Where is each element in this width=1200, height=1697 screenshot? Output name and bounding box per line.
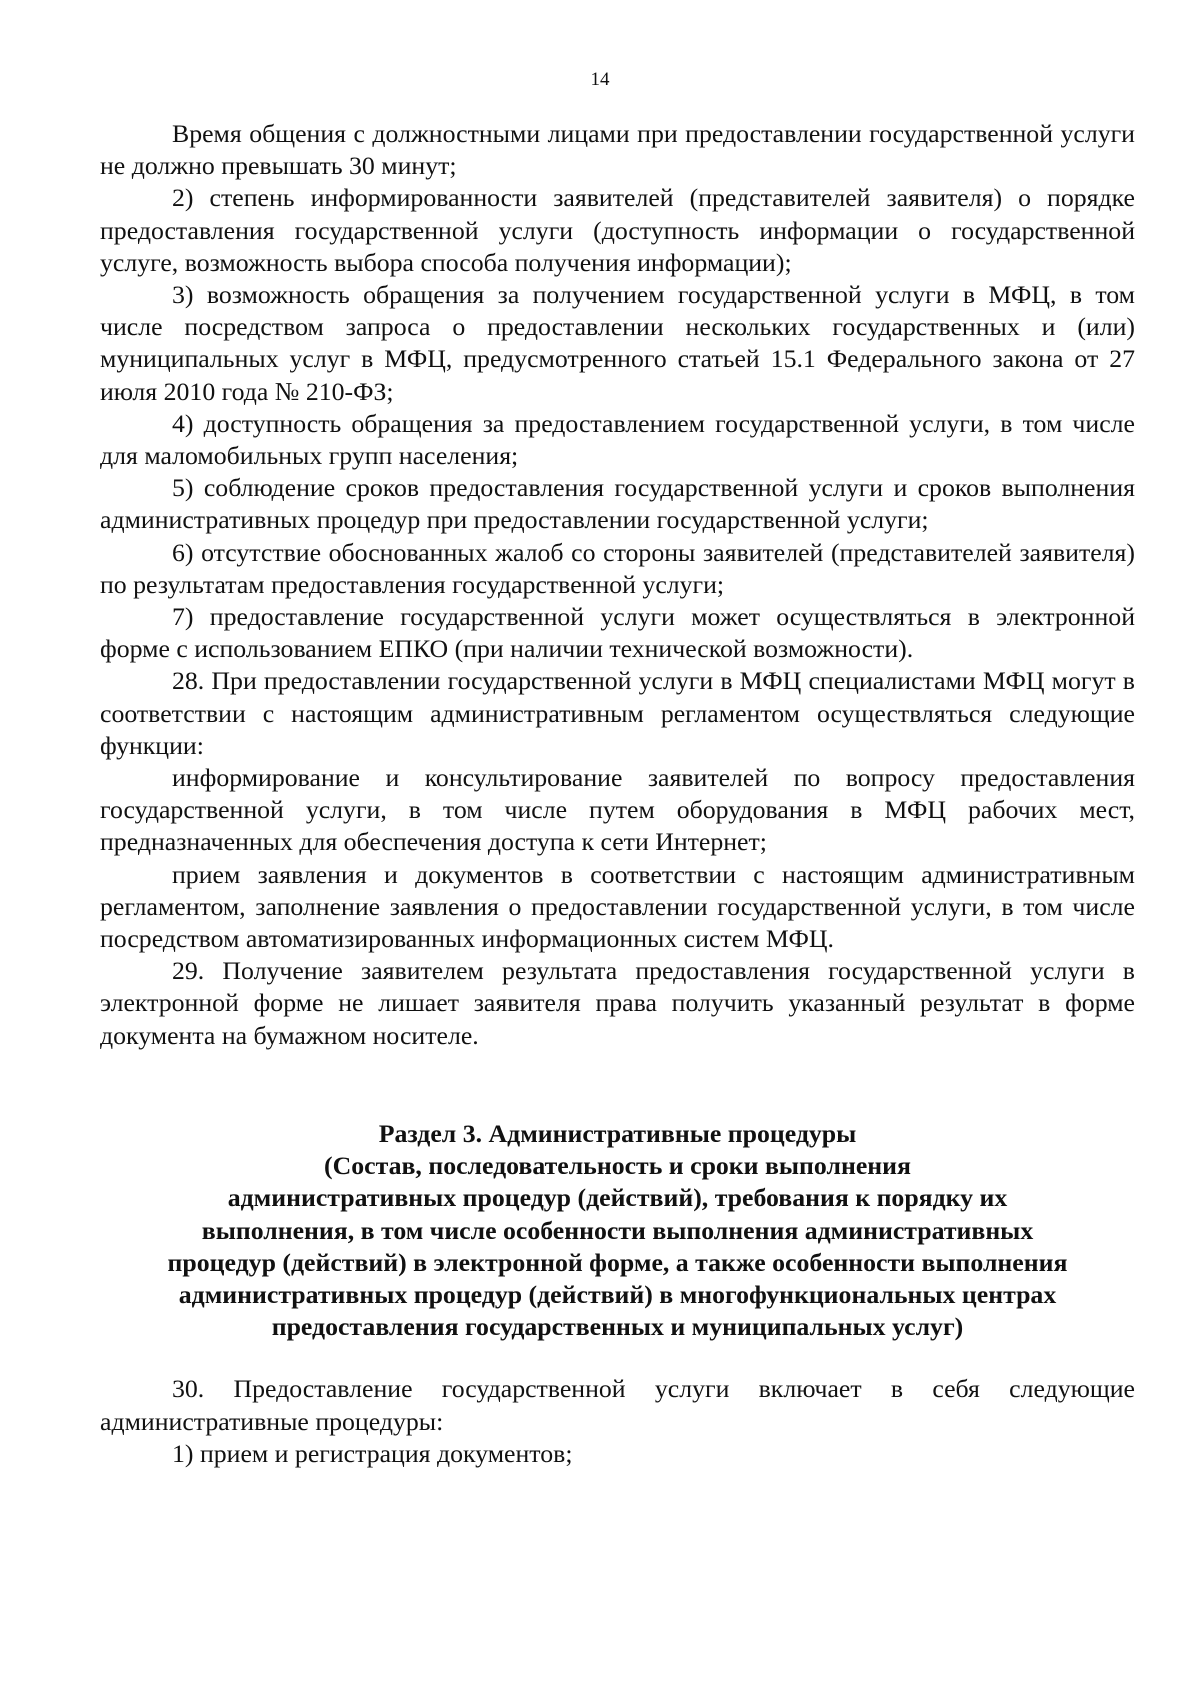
paragraph-29: 29. Получение заявителем результата предоставления государственной услуги в электронной форме не лишает заявителя права получить указанный результат в форме документа на бумажном носителе. [100,956,1135,1050]
paragraph-item-6: 6) отсутствие обоснованных жалоб со стороны заявителей (представителей заявителя) по результатам предоставления государственной услуги; [100,537,1135,599]
page-number: 14 [590,69,610,90]
section-heading-line: предоставления государственных и муниципальных услуг) [271,1312,964,1342]
paragraph-28-reception: прием заявления и документов в соответствии с настоящим административным регламентом, заполнение заявления о предоставлении государственной услуги, в том числе посредством автоматизированных информационных систем МФЦ. [100,859,1135,954]
paragraph-item-7: 7) предоставление государственной услуги может осуществляться в электронной форме с использованием ЕПКО (при наличии технической возможности). [100,602,1135,664]
section-heading-line: административных процедур (действий), требования к порядку их [227,1183,1008,1213]
paragraph-time-limit: Время общения с должностными лицами при предоставлении государственной услуги не должно превышать 30 минут; [100,119,1135,181]
section-heading-line: Раздел 3. Административные процедуры [378,1118,857,1148]
paragraph-item-4: 4) доступность обращения за предоставлением государственной услуги, в том числе для маломобильных групп населения; [100,408,1135,471]
section-heading-line: (Состав, последовательность и сроки выполнения [324,1151,911,1181]
paragraph-item-3: 3) возможность обращения за получением государственной услуги в МФЦ, в том числе посредством запроса о предоставлении нескольких государственных и (или) муниципальных услуг в МФЦ, предусмотренного статьей 15.1 Федерального закона от 27 июля 2010 года № 210-ФЗ; [100,280,1135,406]
section-heading [100,1118,1135,1343]
paragraph-item-2: 2) степень информированности заявителей (представителей заявителя) о порядке предоставления государственной услуги (доступность информации о государственной услуге, возможность выбора способа получения информации); [100,183,1135,277]
paragraph-item-5: 5) соблюдение сроков предоставления государственной услуги и сроков выполнения административных процедур при предоставлении государственной услуги; [100,473,1135,535]
paragraph-28: 28. При предоставлении государственной услуги в МФЦ специалистами МФЦ могут в соответствии с настоящим административным регламентом осуществляться следующие функции: [100,666,1135,760]
section-heading-line: процедур (действий) в электронной форме, а также особенности выполнения [167,1247,1068,1277]
document-body [100,118,1135,1470]
paragraph-30: 30. Предоставление государственной услуги включает в себя следующие административные процедуры: [100,1374,1135,1436]
paragraph-28-informing: информирование и консультирование заявителей по вопросу предоставления государственной услуги, в том числе путем оборудования в МФЦ рабочих мест, предназначенных для обеспечения доступа к сети Интернет; [100,763,1135,857]
section-heading-line: административных процедур (действий) в многофункциональных центрах [178,1279,1057,1309]
section-heading-line: выполнения, в том числе особенности выполнения административных [201,1215,1034,1245]
paragraph-30-item-1: 1) прием и регистрация документов; [172,1438,573,1468]
